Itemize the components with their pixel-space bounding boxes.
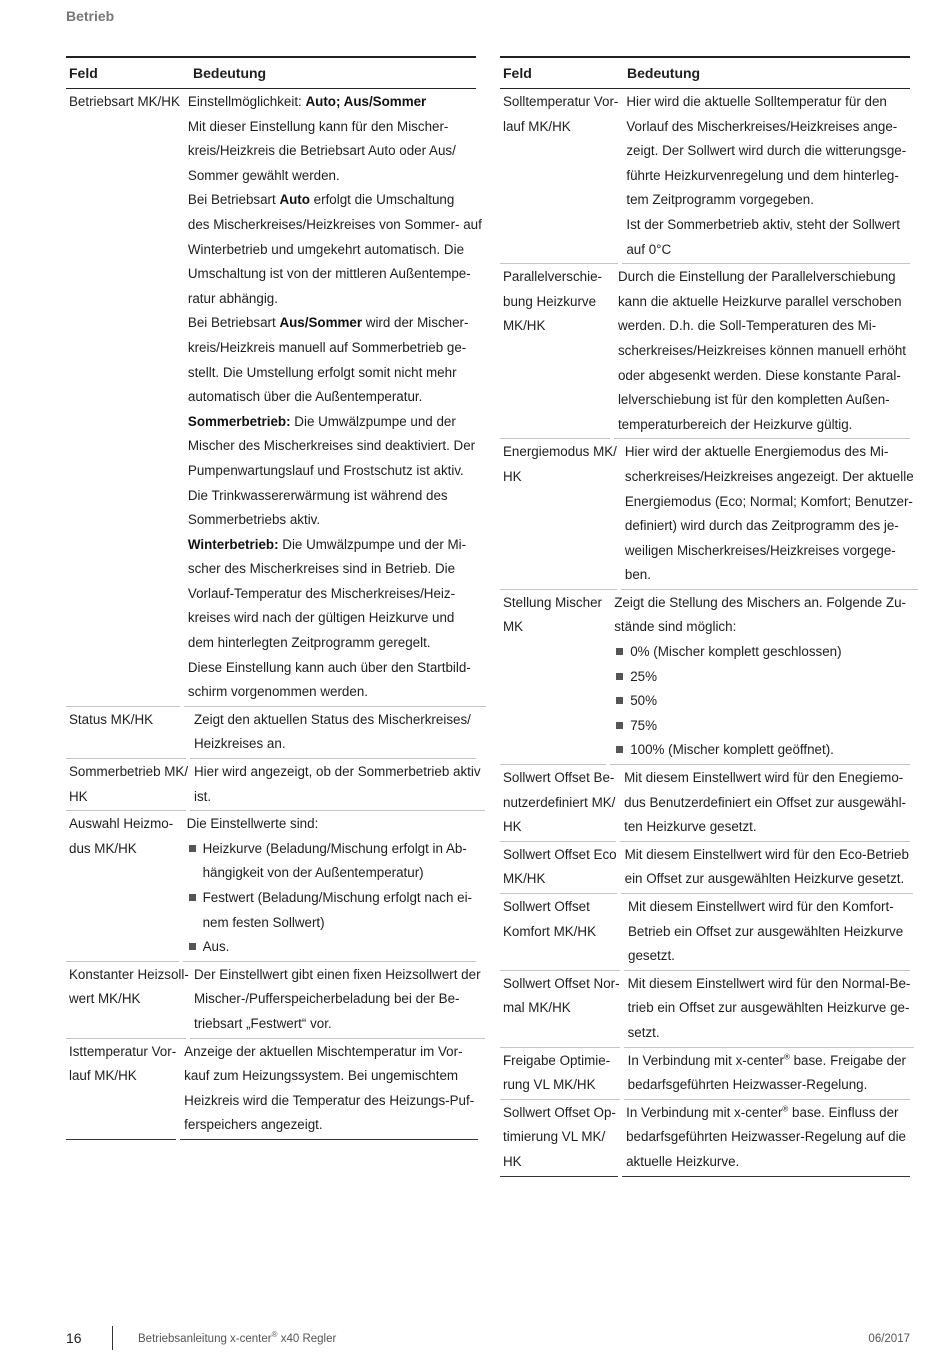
description-line — [188, 385, 482, 410]
text-segment: des Mischerkreises/Heizkreises von Sommer- auf — [187, 216, 482, 232]
description-line — [618, 364, 906, 389]
description-line — [625, 563, 914, 588]
text-segment: kreis/Heizkreis manuell auf Sommerbetrieb ge- — [187, 339, 467, 355]
registered-mark: ® — [783, 1052, 790, 1062]
text-segment: Energiemodus (Eco; Normal; Komfort; Benutzer- — [624, 493, 913, 509]
description-line — [618, 388, 906, 413]
description-cell — [621, 842, 913, 894]
table-body — [66, 89, 482, 1140]
bullet-item — [614, 665, 906, 690]
text-segment: werden. D.h. die Soll-Temperaturen des Mi- — [617, 318, 877, 334]
field-name-line: HK — [503, 468, 522, 484]
text-segment: Zeigt die Stellung des Mischers an. Folgende Zu- — [614, 594, 906, 610]
text-segment: ferspeichers angezeigt. — [184, 1117, 323, 1133]
text-segment: lelverschiebung ist für den kompletten Außen- — [617, 392, 890, 408]
text-segment: Heizkreises an. — [194, 736, 286, 752]
description-line — [618, 314, 906, 339]
field-name-line: Stellung Mischer — [503, 594, 602, 610]
field-name-line: Sommerbetrieb MK/ — [69, 764, 189, 780]
text-segment: ben. — [624, 567, 651, 583]
description-line — [628, 996, 911, 1021]
table-row — [66, 811, 476, 962]
description-line — [188, 311, 482, 336]
description-line — [625, 867, 909, 892]
description-line — [626, 164, 906, 189]
description-line — [614, 591, 906, 616]
description-line — [626, 188, 906, 213]
text-segment: scherkreises/Heizkreises angezeigt. Der aktuelle — [624, 468, 914, 484]
text-segment: trieb ein Offset zur ausgewählten Heizkurve ge- — [627, 1000, 910, 1016]
description-line — [628, 972, 911, 997]
text-segment: automatisch über die Außentemperatur. — [187, 389, 423, 405]
text-segment: Mischer des Mischerkreises sind deaktiviert. Der — [187, 438, 476, 454]
description-line — [188, 582, 482, 607]
document-date: 06/2017 — [868, 1333, 910, 1345]
description-line — [626, 238, 906, 263]
description-line — [194, 760, 481, 785]
description-line — [618, 339, 906, 364]
text-segment: bedarfsgeführten Heizwasser-Regelung auf die — [626, 1129, 906, 1145]
field-name-cell — [66, 759, 189, 811]
table-row — [500, 590, 910, 765]
description-cell — [621, 439, 918, 590]
description-line — [628, 1073, 906, 1098]
description-line — [188, 557, 482, 582]
bullet-item — [187, 935, 472, 960]
description-line — [625, 539, 914, 564]
description-line — [625, 490, 914, 515]
field-name-line: Sollwert Offset Nor- — [503, 975, 620, 991]
field-name-cell — [500, 971, 620, 1048]
field-name-cell — [66, 89, 180, 707]
header-field: Feld — [503, 65, 532, 81]
field-name-cell — [500, 1048, 620, 1100]
text-segment: Die Umwälzpumpe und der — [290, 413, 456, 429]
description-line — [625, 465, 914, 490]
text-segment: Umschaltung ist von der mittleren Außentempe- — [187, 266, 471, 282]
text-segment: definiert) wird durch das Zeitprogramm des je- — [624, 518, 899, 534]
text-segment: erfolgt die Umschaltung — [309, 192, 455, 208]
square-bullet-icon — [189, 845, 196, 852]
field-name-cell — [500, 89, 618, 264]
bold-term: Aus/Sommer — [279, 315, 363, 331]
field-name-cell — [66, 1039, 176, 1140]
text-segment: ist. — [194, 788, 212, 804]
text-segment: Sommerbetriebs aktiv. — [187, 512, 321, 528]
text-segment: base. Einfluss der — [788, 1104, 899, 1120]
description-line — [188, 238, 482, 263]
table-row — [500, 439, 914, 590]
text-segment: Hier wird der aktuelle Energiemodus des Mi- — [624, 444, 889, 460]
text-segment: ein Offset zur ausgewählten Heizkurve gesetzt. — [624, 871, 905, 887]
text-segment: Ist der Sommerbetrieb aktiv, steht der Sollwert — [626, 216, 900, 232]
square-bullet-icon — [616, 746, 623, 753]
description-line — [626, 1101, 906, 1126]
field-name-line: Sollwert Offset Eco — [503, 846, 617, 862]
parameter-table-left — [66, 56, 482, 1140]
text-segment: aktuelle Heizkurve. — [626, 1153, 740, 1169]
text-segment: Bei Betriebsart — [187, 315, 280, 331]
bullet-item — [614, 738, 906, 763]
description-line — [184, 1064, 474, 1089]
square-bullet-icon — [616, 697, 623, 704]
document-title-model: x40 Regler — [277, 1333, 337, 1345]
description-line — [618, 413, 906, 438]
text-segment: bedarfsgeführten Heizwasser-Regelung. — [627, 1077, 868, 1093]
text-segment: Mit diesem Einstellwert wird für den Enegiemo- — [624, 770, 904, 786]
text-segment: Mischer-/Pufferspeicherbeladung bei der Be- — [194, 991, 460, 1007]
registered-mark: ® — [271, 1330, 278, 1340]
footer-divider — [112, 1326, 113, 1350]
document-title-text: Betriebsanleitung x-center — [138, 1333, 272, 1345]
description-line — [188, 287, 482, 312]
description-line — [628, 895, 906, 920]
description-line — [188, 680, 482, 705]
text-segment: In Verbindung mit x-center — [626, 1104, 783, 1120]
bullet-item — [614, 640, 906, 665]
text-segment: stellt. Die Umstellung erfolgt somit nicht mehr — [187, 364, 457, 380]
description-line — [188, 361, 482, 386]
square-bullet-icon — [189, 894, 196, 901]
text-segment: schirm vorgenommen werden. — [187, 684, 368, 700]
text-segment: Betrieb ein Offset zur ausgewählten Heizkurve — [628, 923, 904, 939]
table-row — [500, 1100, 910, 1177]
description-line — [624, 815, 906, 840]
text-segment: scherkreises/Heizkreises können manuell erhöht — [617, 342, 906, 358]
text-segment: Die Einstellwerte sind: — [186, 816, 319, 832]
text-segment: Mit diesem Einstellwert wird für den Komfort- — [628, 899, 894, 914]
text-segment: 75% — [630, 717, 658, 733]
field-name-cell — [500, 590, 606, 765]
field-name-line: Sollwert Offset Op- — [503, 1104, 616, 1120]
description-line — [614, 615, 906, 640]
text-segment: Anzeige der aktuellen Mischtemperatur im Vor- — [184, 1043, 463, 1059]
parameter-table-right — [500, 56, 914, 1177]
text-segment: 0% (Mischer komplett geschlossen) — [630, 644, 842, 660]
description-line — [188, 606, 482, 631]
field-name-cell — [500, 439, 617, 590]
description-line — [187, 911, 472, 936]
field-name-line: Sollwert Offset — [503, 899, 590, 914]
description-line — [188, 459, 482, 484]
table-header — [66, 56, 476, 89]
text-segment: oder abgesenkt werden. Diese konstante Paral- — [617, 367, 901, 383]
description-line — [626, 115, 906, 140]
description-line — [194, 785, 481, 810]
table-row — [500, 971, 910, 1048]
text-segment: Einstellmöglichkeit: — [187, 94, 306, 109]
text-segment: 50% — [630, 693, 658, 709]
field-name-line: dus MK/HK — [69, 840, 137, 856]
text-segment: Winterbetrieb und umgekehrt automatisch. Die — [187, 241, 465, 257]
table-row — [500, 765, 910, 842]
table-row — [66, 962, 481, 1039]
table-row — [500, 1048, 910, 1100]
field-name-line: bung Heizkurve — [503, 293, 597, 309]
square-bullet-icon — [189, 943, 196, 950]
description-line — [624, 766, 906, 791]
square-bullet-icon — [616, 648, 623, 655]
section-title: Betrieb — [66, 8, 115, 24]
field-name-cell — [500, 842, 617, 894]
description-line — [188, 90, 482, 115]
table-row — [66, 89, 482, 707]
text-segment: gesetzt. — [628, 948, 675, 964]
text-segment: Mit diesem Einstellwert wird für den Normal-Be- — [627, 975, 911, 991]
text-segment: Festwert (Beladung/Mischung erfolgt nach ei- — [202, 890, 472, 905]
description-line — [618, 265, 906, 290]
field-name-line: Parallelverschie- — [503, 269, 602, 285]
field-name-line: MK/HK — [503, 871, 546, 887]
field-name-line: Freigabe Optimie- — [503, 1052, 611, 1068]
field-name-line: Solltemperatur Vor- — [503, 94, 619, 109]
text-segment: base. Freigabe der — [789, 1052, 906, 1068]
text-segment: Pumpenwartungslauf und Frostschutz ist aktiv. — [187, 462, 464, 478]
description-cell — [622, 1100, 910, 1177]
description-line — [628, 1021, 911, 1046]
description-line — [626, 1125, 906, 1150]
text-segment: triebsart „Festwert“ vor. — [194, 1015, 332, 1031]
description-line — [188, 115, 482, 140]
bold-term: Winterbetrieb: — [187, 536, 279, 552]
description-cell — [190, 759, 485, 811]
description-line — [618, 290, 906, 315]
text-segment: Heizkurve (Beladung/Mischung erfolgt in Ab- — [202, 840, 467, 856]
text-segment: Vorlauf des Mischerkreises/Heizkreises ange- — [626, 118, 898, 134]
text-segment: ten Heizkurve gesetzt. — [624, 819, 757, 835]
description-cell — [184, 89, 486, 707]
text-segment: tem Zeitprogramm vorgegeben. — [626, 192, 814, 208]
square-bullet-icon — [616, 673, 623, 680]
field-name-line: timierung VL MK/ — [503, 1129, 606, 1145]
bold-term: Sommerbetrieb: — [187, 413, 291, 429]
description-line — [184, 1089, 474, 1114]
field-name-line: mal MK/HK — [503, 1000, 571, 1016]
text-segment: Diese Einstellung kann auch über den Startbild- — [187, 659, 471, 675]
text-segment: 25% — [630, 668, 658, 684]
text-segment: setzt. — [627, 1024, 660, 1040]
text-segment: Die Umwälzpumpe und der Mi- — [278, 536, 467, 552]
description-line — [625, 440, 914, 465]
text-segment: Hier wird angezeigt, ob der Sommerbetrieb aktiv — [194, 764, 481, 780]
text-segment: zeigt. Der Sollwert wird durch die witterungsge- — [626, 143, 907, 159]
text-segment: weiligen Mischerkreises/Heizkreises vorgege- — [624, 542, 896, 558]
description-cell — [624, 1048, 910, 1100]
description-line — [188, 262, 482, 287]
field-name-line: lauf MK/HK — [69, 1068, 137, 1084]
description-cell — [190, 962, 485, 1039]
table-row — [500, 264, 910, 439]
table-row — [66, 707, 476, 759]
description-line — [188, 164, 482, 189]
field-name-line: nutzerdefiniert MK/ — [503, 794, 616, 810]
table-row — [500, 842, 910, 894]
field-name-line: Sollwert Offset Be- — [503, 770, 615, 786]
field-name-line: MK/HK — [503, 318, 546, 334]
text-segment: führte Heizkurvenregelung und dem hinterleg- — [626, 167, 899, 183]
description-line — [628, 1049, 906, 1074]
description-line — [194, 1012, 481, 1037]
description-cell — [624, 971, 915, 1048]
table-row — [66, 759, 481, 811]
header-field: Feld — [69, 65, 98, 81]
description-cell — [624, 894, 910, 971]
description-line — [626, 1150, 906, 1175]
header-meaning: Bedeutung — [193, 65, 267, 81]
field-name-line: Auswahl Heizmo- — [69, 816, 174, 832]
field-name-cell — [500, 1100, 618, 1177]
field-name-line: HK — [69, 788, 88, 804]
text-segment: wird der Mischer- — [362, 315, 469, 331]
text-segment: Hier wird die aktuelle Solltemperatur für den — [626, 94, 887, 109]
description-line — [188, 336, 482, 361]
text-segment: Vorlauf-Temperatur des Mischerkreises/Heiz- — [187, 585, 456, 601]
description-line — [188, 188, 482, 213]
field-name-line: Isttemperatur Vor- — [69, 1043, 177, 1059]
description-line — [628, 944, 906, 969]
field-name-line: Energiemodus MK/ — [503, 444, 617, 460]
text-segment: dus Benutzerdefiniert ein Offset zur ausgewähl- — [624, 794, 906, 810]
text-segment: kreises wird nach der gültigen Heizkurve und — [187, 610, 455, 626]
table-body — [500, 89, 914, 1177]
bullet-item — [614, 689, 906, 714]
description-line — [188, 631, 482, 656]
description-line — [188, 508, 482, 533]
field-name-line: Komfort MK/HK — [503, 923, 597, 939]
text-segment: nem festen Sollwert) — [202, 914, 325, 930]
description-line — [194, 987, 481, 1012]
field-name-cell — [66, 707, 186, 759]
text-segment: auf 0°C — [626, 241, 672, 257]
description-line — [184, 1113, 474, 1138]
description-cell — [610, 590, 910, 765]
description-line — [194, 732, 472, 757]
description-cell — [183, 811, 476, 962]
bullet-item — [187, 837, 472, 862]
field-name-cell — [66, 811, 179, 962]
description-line — [626, 139, 906, 164]
text-segment: dem hinterlegten Zeitprogramm geregelt. — [187, 635, 431, 651]
square-bullet-icon — [616, 722, 623, 729]
text-segment: Durch die Einstellung der Parallelverschiebung — [617, 269, 896, 285]
description-cell — [190, 707, 476, 759]
description-line — [188, 410, 482, 435]
text-segment: Bei Betriebsart — [187, 192, 280, 208]
field-name-cell — [66, 962, 189, 1039]
description-cell — [620, 765, 910, 842]
description-cell — [614, 264, 910, 439]
text-segment: ratur abhängig. — [187, 290, 278, 306]
field-name-line: MK — [503, 619, 524, 635]
text-segment: kauf zum Heizungssystem. Bei ungemischtem — [184, 1068, 459, 1084]
description-line — [187, 812, 472, 837]
field-name-line: rung VL MK/HK — [503, 1077, 596, 1093]
text-segment: Mit diesem Einstellwert wird für den Eco-Betrieb — [624, 846, 909, 862]
field-name-line: HK — [503, 819, 522, 835]
text-segment: Zeigt den aktuellen Status des Mischerkreises/ — [194, 711, 471, 727]
text-segment: temperaturbereich der Heizkurve gültig. — [617, 416, 853, 432]
bullet-item — [614, 714, 906, 739]
text-segment: Der Einstellwert gibt einen fixen Heizsollwert der — [194, 966, 481, 982]
description-line — [628, 920, 906, 945]
bold-term: Auto — [279, 192, 310, 208]
text-segment: hängigkeit von der Außentemperatur) — [202, 865, 424, 881]
description-line — [188, 434, 482, 459]
bullet-item — [187, 886, 472, 911]
field-name-line: Konstanter Heizsoll- — [69, 966, 189, 982]
field-name-line: wert MK/HK — [69, 991, 141, 1007]
description-line — [188, 213, 482, 238]
table-header — [500, 56, 910, 89]
field-name-cell — [500, 765, 616, 842]
field-name-line: Betriebsart MK/HK — [69, 94, 180, 109]
header-meaning: Bedeutung — [627, 65, 701, 81]
description-line — [194, 708, 472, 733]
text-segment: Sommer gewählt werden. — [187, 167, 340, 183]
description-line — [624, 791, 906, 816]
description-line — [625, 843, 909, 868]
description-line — [188, 533, 482, 558]
text-segment: stände sind möglich: — [614, 619, 737, 635]
description-line — [194, 963, 481, 988]
field-name-line: Status MK/HK — [69, 711, 154, 727]
page-footer — [0, 1326, 950, 1356]
document-title — [138, 1330, 337, 1345]
text-segment: Mit dieser Einstellung kann für den Mischer- — [187, 118, 449, 134]
text-segment: In Verbindung mit x-center — [627, 1052, 784, 1068]
description-line — [188, 656, 482, 681]
description-line — [626, 90, 906, 115]
field-name-cell — [500, 264, 610, 439]
description-line — [187, 861, 472, 886]
description-cell — [180, 1039, 478, 1140]
table-row — [500, 89, 910, 264]
text-segment: Die Trinkwassererwärmung ist während des — [187, 487, 448, 503]
text-segment: 100% (Mischer komplett geöffnet). — [630, 742, 834, 758]
description-line — [626, 213, 906, 238]
field-name-cell — [500, 894, 620, 971]
description-cell — [622, 89, 910, 264]
text-segment: Heizkreis wird die Temperatur des Heizungs-Puf- — [184, 1092, 475, 1108]
text-segment: kann die aktuelle Heizkurve parallel verschoben — [617, 293, 902, 309]
text-segment: Aus. — [202, 939, 230, 955]
description-line — [184, 1040, 474, 1065]
table-row — [500, 894, 910, 971]
bold-term: Auto; Aus/Sommer — [305, 94, 427, 109]
page-number: 16 — [66, 1330, 82, 1346]
registered-mark: ® — [782, 1104, 789, 1114]
table-row — [66, 1039, 476, 1140]
description-line — [188, 484, 482, 509]
text-segment: kreis/Heizkreis die Betriebsart Auto oder Aus/ — [187, 143, 456, 159]
text-segment: scher des Mischerkreises sind in Betrieb. Die — [187, 561, 456, 577]
field-name-line: HK — [503, 1153, 522, 1169]
description-line — [625, 514, 914, 539]
field-name-line: lauf MK/HK — [503, 118, 571, 134]
description-line — [188, 139, 482, 164]
